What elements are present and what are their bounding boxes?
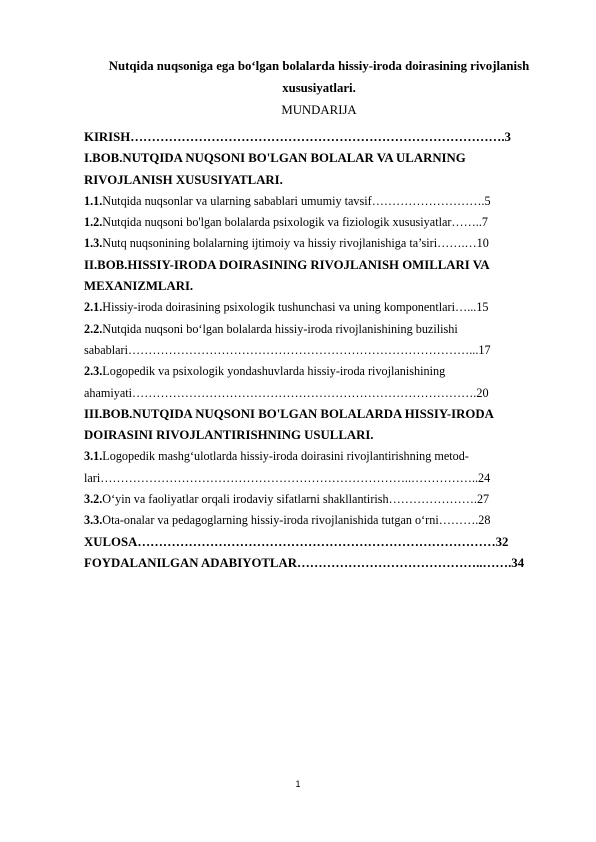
toc-entry-kirish[interactable]: KIRISH…………………………………………………………………………….3 xyxy=(84,130,511,144)
document-title-line2: xususiyatlari. xyxy=(282,81,356,95)
toc-entry-1-1[interactable]: 1.1.Nutqida nuqsonlar va ularning sabablari umumiy tavsif……………………….5 xyxy=(84,193,491,208)
toc-chapter-3-title-cont[interactable]: DOIRASINI RIVOJLANTIRISHNING USULLARI. xyxy=(84,428,374,443)
toc-chapter-2-title[interactable]: II.BOB.HISSIY-IRODA DOIRASINING RIVOJLANISH OMILLARI VA xyxy=(84,257,490,272)
toc-chapter-3-title[interactable]: III.BOB.NUTQIDA NUQSONI BO'LGAN BOLALARDA HISSIY-IRODA xyxy=(84,406,494,421)
toc-entry-2-2-cont[interactable]: sabablari…………………………………………………………………………...17 xyxy=(84,342,491,357)
toc-chapter-1-title-cont[interactable]: RIVOJLANISH XUSUSIYATLARI. xyxy=(84,172,283,187)
toc-entry-1-2[interactable]: 1.2.Nutqida nuqsoni bo'lgan bolalarda psixologik va fiziologik xususiyatlar……..7 xyxy=(84,215,488,230)
toc-entry-2-3[interactable]: 2.3.Logopedik va psixologik yondashuvlarda hissiy-iroda rivojlanishining xyxy=(84,364,446,379)
toc-entry-adabiyotlar[interactable]: FOYDALANILGAN ADABIYOTLAR……………………………………..…….34 xyxy=(84,555,525,570)
toc-entry-1-3[interactable]: 1.3.Nutq nuqsonining bolalarning ijtimoiy va hissiy rivojlanishiga ta’siri…….…10 xyxy=(84,236,489,251)
toc-entry-3-3[interactable]: 3.3.Ota-onalar va pedagoglarning hissiy-iroda rivojlanishida tutgan o‘rni……….28 xyxy=(84,513,491,528)
toc-entry-3-1[interactable]: 3.1.Logopedik mashg‘ulotlarda hissiy-iroda doirasini rivojlantirishning metod- xyxy=(84,449,469,464)
toc-entry-2-1[interactable]: 2.1.Hissiy-iroda doirasining psixologik tushunchasi va uning komponentlari…...15 xyxy=(84,300,489,315)
toc-entry-3-1-cont[interactable]: lari…………………………………………………………………..……………..24 xyxy=(84,470,491,485)
toc-chapter-1-title[interactable]: I.BOB.NUTQIDA NUQSONI BO'LGAN BOLALAR VA ULARNING xyxy=(84,151,466,166)
document-title: Nutqida nuqsoniga ega bo‘lgan bolalarda hissiy-iroda doirasining rivojlanish xyxy=(108,59,530,73)
toc-entry-2-2[interactable]: 2.2.Nutqida nuqsoni bo‘lgan bolalarda hissiy-iroda rivojlanishining buzilishi xyxy=(84,321,458,336)
toc-entry-3-2[interactable]: 3.2.O‘yin va faoliyatlar orqali irodaviy sifatlarni shakllantirish………………….27 xyxy=(84,492,490,507)
contents-heading: MUNDARIJA xyxy=(281,103,357,117)
table-of-contents xyxy=(84,127,559,574)
toc-chapter-2-title-cont[interactable]: MEXANIZMLARI. xyxy=(84,279,194,294)
toc-entry-2-3-cont[interactable]: ahamiyati………………………………………………………………………….20 xyxy=(84,385,489,400)
toc-entry-xulosa[interactable]: XULOSA…………………………………………………………………………32 xyxy=(84,534,509,549)
page-number: 1 xyxy=(295,779,301,789)
